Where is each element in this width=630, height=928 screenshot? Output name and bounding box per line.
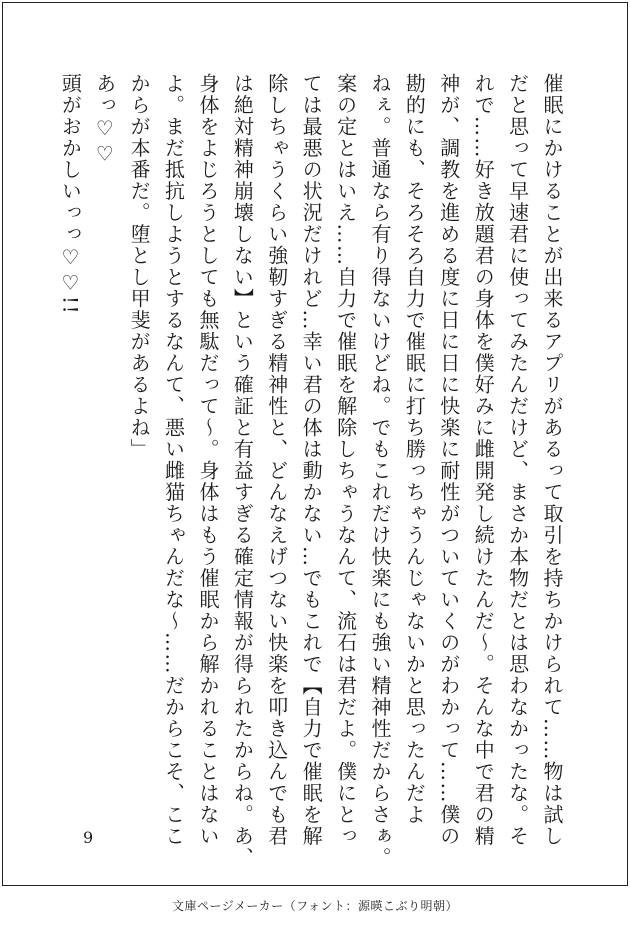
- text-line: よ。まだ抵抗しようとするなんて、悪い雌猫ちゃんだな～……だからこそ、ここ: [161, 73, 186, 847]
- page-frame: [2, 2, 628, 886]
- text-line: れで……好き放題君の身体を僕好みに雌開発し続けたんだ～。そんな中で君の精: [471, 73, 496, 847]
- page-number: 9: [83, 828, 94, 847]
- text-line: 案の定とはいえ……自力で催眠を解除しちゃうなんて、流石は君だよ。僕にとっ: [333, 73, 358, 847]
- text-line: 催眠にかけることが出来るアプリがあるって取引を持ちかけられて……物は試し: [540, 73, 564, 847]
- vertical-text-body: [53, 73, 569, 869]
- text-line: 除しちゃうくらい強靭すぎる精神性と、どんなえげつない快楽を叩き込んでも君: [264, 73, 289, 847]
- text-line: 勘的にも、そろそろ自力で催眠に打ち勝っちゃうんじゃないかと思ったんだよ: [402, 73, 427, 826]
- text-line: 頭がおかしいっっ♡♡!!: [58, 73, 83, 316]
- text-line: ては最悪の状況だけれど…幸い君の体は動かない…でもこれで【自力で催眠を解: [299, 73, 324, 847]
- footer-credit: 文庫ページメーカー（フォント：源暎こぶり明朝）: [171, 899, 459, 913]
- text-line: あっ♡♡: [92, 73, 117, 167]
- text-line: ねぇ。普通なら有り得ないけどね。でもこれだけ快楽にも強い精神性だからさぁ。: [367, 73, 392, 869]
- text-line: だと思って早速君に使ってみたんだけど、まさか本物だとは思わなかったな。そ: [505, 73, 530, 847]
- text-line: 身体をよじろうとしても無駄だって～。身体はもう催眠から解かれることはない: [195, 73, 220, 847]
- text-line: からが本番だ。堕とし甲斐があるよね」: [127, 73, 152, 460]
- text-line: は絶対精神崩壊しない】という確証と有益すぎる確定情報が得られたからね。あ、: [230, 73, 255, 869]
- text-line: 神が、調教を進める度に日に日に快楽に耐性がついていくのがわかって……僕の: [436, 73, 461, 847]
